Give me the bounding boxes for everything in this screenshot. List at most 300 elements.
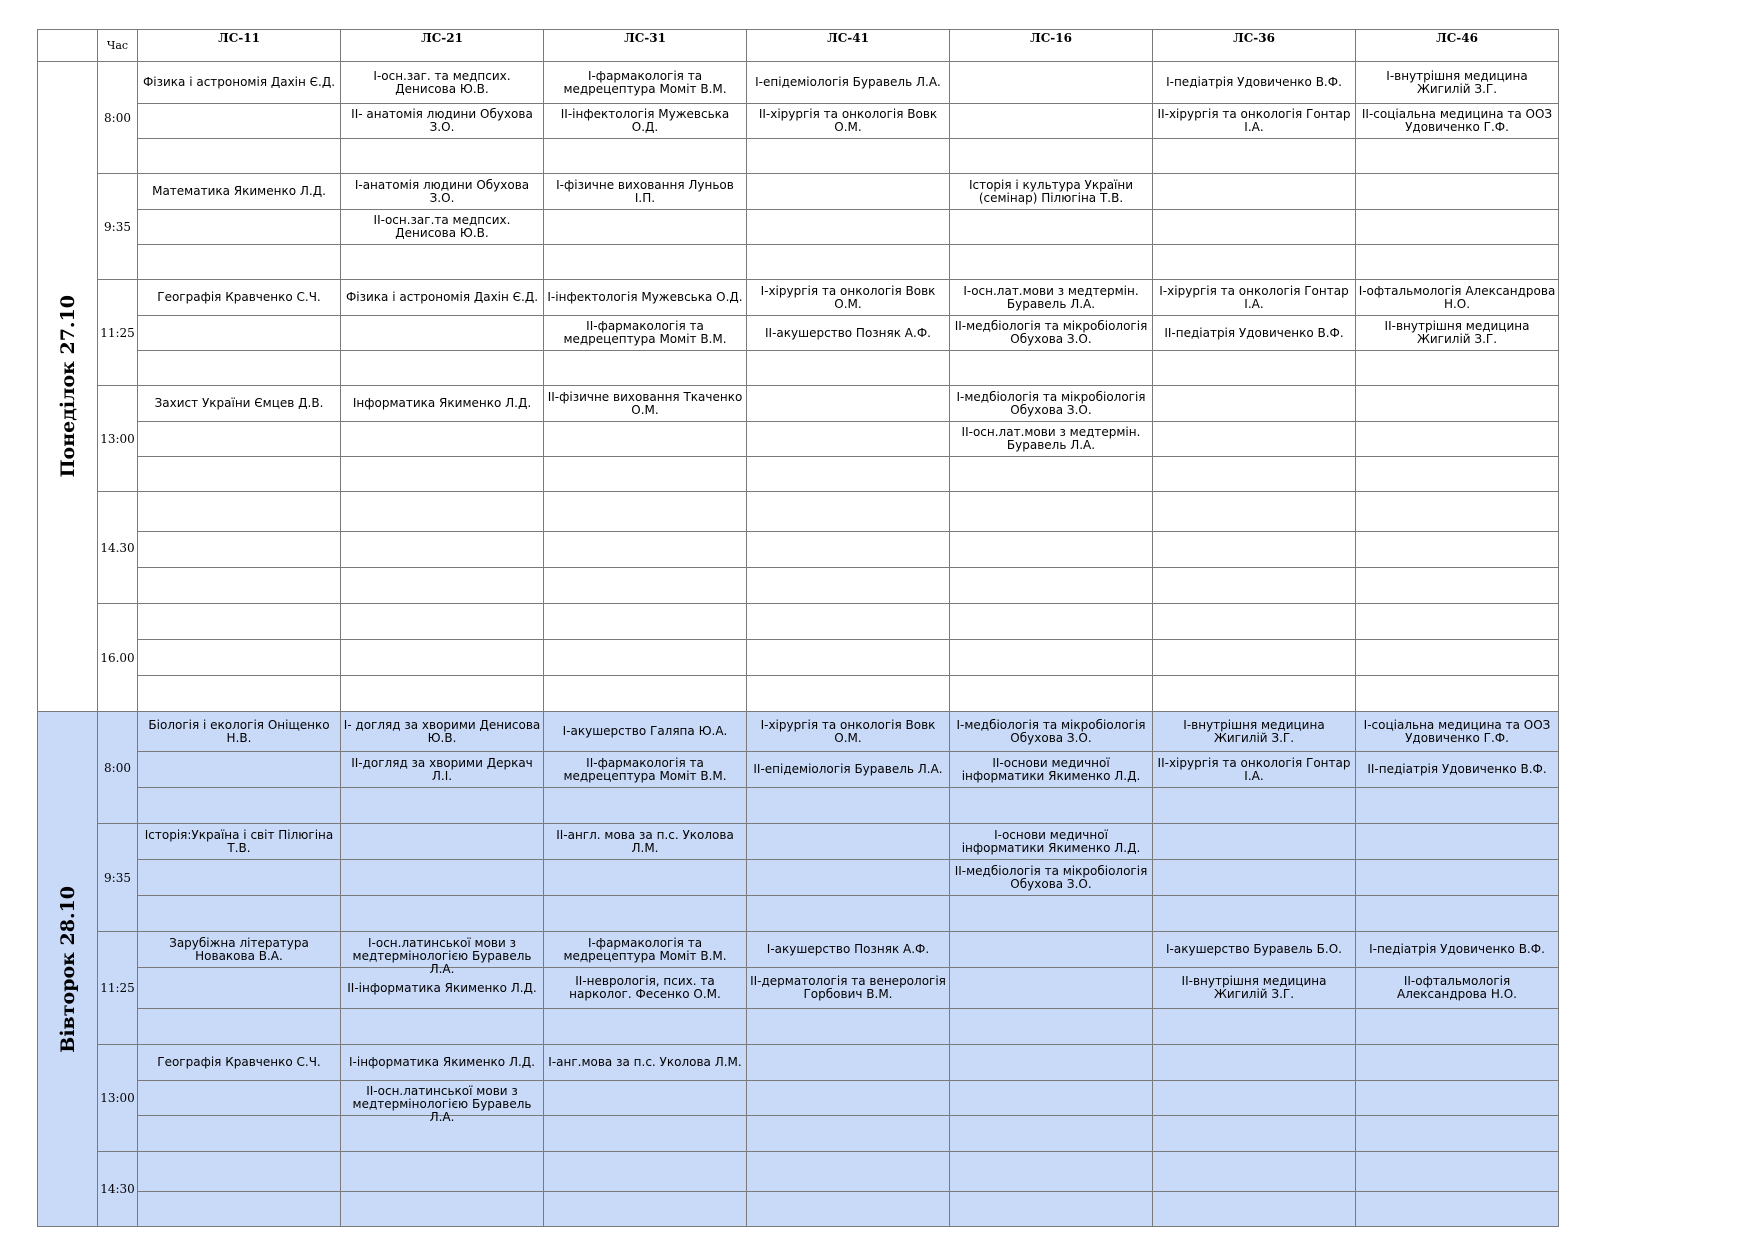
- class-text: I-внутрішня медицина Жигилій З.Г.: [1183, 717, 1325, 745]
- class-cell: [950, 788, 1153, 824]
- class-text: Історія:Україна і світ Пілюгіна Т.В.: [144, 827, 334, 855]
- table-row: [38, 1192, 1559, 1227]
- time-slot: 8:00: [98, 62, 138, 174]
- class-cell: [747, 174, 950, 210]
- class-cell: [341, 245, 544, 280]
- class-cell: [747, 210, 950, 245]
- class-cell: [1153, 174, 1356, 210]
- class-text: I-фармакологія та медрецептура Моміт В.М.: [563, 935, 727, 963]
- class-cell: [544, 752, 747, 788]
- class-cell: [341, 676, 544, 712]
- class-cell: [138, 1045, 341, 1081]
- class-cell: [1153, 1045, 1356, 1081]
- class-cell: [747, 824, 950, 860]
- class-cell: [1356, 1081, 1559, 1116]
- table-row: [38, 1009, 1559, 1045]
- corner-cell: [38, 30, 98, 62]
- class-cell: [138, 139, 341, 174]
- class-text: I-акушерство Буравель Б.О.: [1166, 942, 1342, 956]
- class-cell: [1356, 1116, 1559, 1152]
- class-cell: [1153, 457, 1356, 492]
- class-cell: [747, 316, 950, 351]
- class-cell: [544, 139, 747, 174]
- time-slot: 9:35: [98, 824, 138, 932]
- class-cell: [544, 712, 747, 752]
- day-label: Понеділок 27.10: [56, 295, 79, 478]
- group-header: ЛС-21: [341, 30, 544, 62]
- class-cell: [1153, 280, 1356, 316]
- class-cell: [950, 422, 1153, 457]
- class-cell: [1153, 1009, 1356, 1045]
- table-row: [38, 640, 1559, 676]
- class-cell: [1153, 1152, 1356, 1192]
- table-row: [38, 968, 1559, 1009]
- class-cell: [950, 532, 1153, 568]
- class-text: I-медбіологія та мікробіологія Обухова З.О.: [956, 389, 1146, 417]
- time-slot: 11:25: [98, 280, 138, 386]
- class-cell: [544, 1152, 747, 1192]
- class-cell: [138, 386, 341, 422]
- class-cell: [747, 457, 950, 492]
- class-cell: [1356, 104, 1559, 139]
- class-cell: [1356, 824, 1559, 860]
- table-row: [38, 604, 1559, 640]
- class-cell: [950, 932, 1153, 968]
- class-cell: [138, 824, 341, 860]
- class-cell: [138, 422, 341, 457]
- class-cell: [1153, 568, 1356, 604]
- class-text: II-інфектологія Мужевська О.Д.: [560, 107, 730, 134]
- class-cell: [138, 568, 341, 604]
- class-cell: [1356, 210, 1559, 245]
- class-cell: [1356, 788, 1559, 824]
- class-cell: [747, 788, 950, 824]
- class-cell: [341, 1009, 544, 1045]
- class-cell: [544, 1045, 747, 1081]
- class-cell: [1356, 386, 1559, 422]
- class-cell: [747, 568, 950, 604]
- class-cell: [544, 210, 747, 245]
- time-slot: 11:25: [98, 932, 138, 1045]
- class-cell: [950, 457, 1153, 492]
- class-cell: [950, 568, 1153, 604]
- class-cell: [1153, 386, 1356, 422]
- class-cell: [138, 1116, 341, 1152]
- time-slot: 8:00: [98, 712, 138, 824]
- class-text: II-педіатрія Удовиченко В.Ф.: [1164, 325, 1344, 340]
- class-text: I-внутрішня медицина Жигилій З.Г.: [1386, 68, 1528, 96]
- class-cell: [747, 676, 950, 712]
- class-cell: [1356, 1192, 1559, 1227]
- group-header: ЛС-16: [950, 30, 1153, 62]
- class-text: II-медбіологія та мікробіологія Обухова З.О.: [954, 319, 1148, 346]
- class-cell: [1153, 896, 1356, 932]
- class-cell: [544, 174, 747, 210]
- class-cell: [544, 1116, 747, 1152]
- class-cell: [341, 104, 544, 139]
- class-cell: [950, 1152, 1153, 1192]
- class-text: I-інформатика Якименко Л.Д.: [349, 1055, 535, 1069]
- class-cell: [950, 210, 1153, 245]
- class-cell: [747, 1081, 950, 1116]
- class-cell: [747, 280, 950, 316]
- class-cell: [747, 351, 950, 386]
- class-cell: [544, 568, 747, 604]
- class-cell: [950, 139, 1153, 174]
- class-cell: [747, 752, 950, 788]
- class-cell: [747, 604, 950, 640]
- class-text: Історія і культура України (семінар) Пілюгіна Т.В.: [968, 177, 1134, 205]
- class-cell: [950, 104, 1153, 139]
- class-cell: [747, 1009, 950, 1045]
- class-cell: [950, 245, 1153, 280]
- class-cell: [1356, 245, 1559, 280]
- class-cell: [544, 640, 747, 676]
- class-cell: [1356, 422, 1559, 457]
- class-text: I-акушерство Позняк А.Ф.: [766, 942, 930, 956]
- class-cell: [341, 640, 544, 676]
- class-text: I- догляд за хворими Денисова Ю.В.: [343, 717, 541, 745]
- class-text: Інформатика Якименко Л.Д.: [352, 396, 532, 410]
- class-text: II-інформатика Якименко Л.Д.: [347, 980, 537, 995]
- header-row: [38, 30, 1559, 62]
- class-text: II-медбіологія та мікробіологія Обухова З.О.: [954, 863, 1148, 891]
- class-text: II-догляд за хворими Деркач Л.I.: [351, 755, 533, 783]
- class-text: II-хірургія та онкологія Вовк О.М.: [758, 107, 938, 134]
- class-cell: [544, 604, 747, 640]
- table-row: [38, 174, 1559, 210]
- class-cell: [341, 788, 544, 824]
- class-cell: [138, 174, 341, 210]
- table-row: [38, 824, 1559, 860]
- day-label: Вівторок 28.10: [56, 885, 79, 1053]
- hour-column-header: Час: [98, 30, 138, 62]
- class-cell: [747, 1116, 950, 1152]
- class-text: Фізика і астрономія Дахін Є.Д.: [345, 290, 539, 304]
- class-cell: [747, 386, 950, 422]
- class-cell: [341, 896, 544, 932]
- class-cell: [1356, 280, 1559, 316]
- class-cell: [138, 604, 341, 640]
- class-cell: [341, 752, 544, 788]
- class-cell: [1153, 492, 1356, 532]
- class-cell: [747, 422, 950, 457]
- class-text: I-хірургія та онкологія Вовк О.М.: [760, 283, 936, 311]
- class-cell: [1153, 752, 1356, 788]
- class-cell: [1356, 174, 1559, 210]
- class-text: II-осн.лат.мови з медтермін. Буравель Л.А.: [961, 425, 1141, 452]
- class-text: Зарубіжна література Новакова В.А.: [169, 935, 309, 963]
- class-cell: [341, 210, 544, 245]
- table-row: [38, 457, 1559, 492]
- class-text: II-офтальмологія Александрова Н.О.: [1397, 974, 1517, 1001]
- class-cell: [138, 1081, 341, 1116]
- class-text: I-акушерство Галяпа Ю.А.: [562, 724, 728, 738]
- class-cell: [1356, 640, 1559, 676]
- class-cell: [544, 1081, 747, 1116]
- class-cell: [544, 1009, 747, 1045]
- class-cell: [747, 640, 950, 676]
- class-text: Захист України Ємцев Д.В.: [154, 396, 324, 410]
- table-row: [38, 280, 1559, 316]
- table-row: [38, 492, 1559, 532]
- class-cell: [950, 1192, 1153, 1227]
- class-cell: [544, 104, 747, 139]
- class-cell: [1356, 1152, 1559, 1192]
- class-cell: [747, 492, 950, 532]
- class-cell: [1356, 457, 1559, 492]
- class-cell: [747, 1192, 950, 1227]
- table-row: [38, 788, 1559, 824]
- class-cell: [747, 62, 950, 104]
- class-cell: [544, 316, 747, 351]
- class-text: Фізика і астрономія Дахін Є.Д.: [142, 75, 336, 89]
- class-cell: [950, 676, 1153, 712]
- class-cell: [950, 1081, 1153, 1116]
- class-text: I-педіатрія Удовиченко В.Ф.: [1369, 942, 1545, 956]
- class-cell: [544, 351, 747, 386]
- group-header: ЛС-31: [544, 30, 747, 62]
- class-cell: [950, 640, 1153, 676]
- class-cell: [950, 62, 1153, 104]
- class-cell: [341, 457, 544, 492]
- class-cell: [1356, 604, 1559, 640]
- class-cell: [544, 788, 747, 824]
- class-cell: [341, 62, 544, 104]
- class-text: II-осн.заг.та медпсих. Денисова Ю.В.: [373, 213, 511, 240]
- class-cell: [1153, 210, 1356, 245]
- class-cell: [341, 316, 544, 351]
- class-cell: [138, 788, 341, 824]
- class-cell: [950, 174, 1153, 210]
- class-cell: [950, 316, 1153, 351]
- class-text: II-основи медичної інформатики Якименко Л.Д.: [961, 755, 1141, 783]
- class-cell: [138, 245, 341, 280]
- class-cell: [138, 712, 341, 752]
- table-row: [38, 860, 1559, 896]
- class-cell: [1356, 968, 1559, 1009]
- class-cell: [138, 492, 341, 532]
- time-slot: 13:00: [98, 386, 138, 492]
- table-row: [38, 316, 1559, 351]
- class-cell: [138, 860, 341, 896]
- class-cell: [341, 860, 544, 896]
- table-row: [38, 62, 1559, 104]
- class-cell: [747, 968, 950, 1009]
- class-cell: [544, 532, 747, 568]
- group-header: ЛС-36: [1153, 30, 1356, 62]
- class-cell: [544, 492, 747, 532]
- table-row: [38, 532, 1559, 568]
- table-row: [38, 1116, 1559, 1152]
- class-text: Географія Кравченко С.Ч.: [157, 290, 321, 304]
- class-cell: [950, 1009, 1153, 1045]
- class-cell: [138, 280, 341, 316]
- class-text: I-фармакологія та медрецептура Моміт В.М.: [563, 68, 727, 96]
- class-cell: [1153, 316, 1356, 351]
- class-cell: [747, 532, 950, 568]
- day-label-cell: [38, 62, 98, 712]
- class-text: I-анатомія людини Обухова З.О.: [354, 177, 530, 205]
- table-row: [38, 104, 1559, 139]
- class-cell: [544, 676, 747, 712]
- class-cell: [138, 351, 341, 386]
- class-cell: [950, 712, 1153, 752]
- time-slot: 16.00: [98, 604, 138, 712]
- class-cell: [747, 104, 950, 139]
- class-cell: [1356, 1045, 1559, 1081]
- class-cell: [950, 492, 1153, 532]
- class-cell: [138, 752, 341, 788]
- class-cell: [1153, 676, 1356, 712]
- class-cell: [1153, 640, 1356, 676]
- class-cell: [138, 932, 341, 968]
- class-cell: [1153, 932, 1356, 968]
- class-text: II- анатомія людини Обухова З.О.: [351, 107, 533, 134]
- class-text: I-фізичне виховання Луньов I.П.: [556, 177, 734, 205]
- class-cell: [1356, 676, 1559, 712]
- class-cell: [1356, 752, 1559, 788]
- class-cell: [544, 860, 747, 896]
- class-text: II-фармакологія та медрецептура Моміт В.М.: [563, 319, 727, 346]
- class-cell: [544, 280, 747, 316]
- class-cell: [950, 1045, 1153, 1081]
- table-row: [38, 139, 1559, 174]
- class-text: I-осн.лат.мови з медтермін. Буравель Л.А.: [963, 283, 1139, 311]
- class-text: Математика Якименко Л.Д.: [152, 184, 326, 198]
- table-row: [38, 1152, 1559, 1192]
- class-cell: [1153, 712, 1356, 752]
- class-text: II-фізичне виховання Ткаченко О.М.: [547, 389, 743, 417]
- class-cell: [544, 1192, 747, 1227]
- day-label-cell: [38, 712, 98, 1227]
- class-cell: [1153, 968, 1356, 1009]
- class-cell: [544, 824, 747, 860]
- class-text: II-англ. мова за п.с. Уколова Л.М.: [556, 827, 734, 855]
- class-cell: [1356, 62, 1559, 104]
- class-cell: [1153, 824, 1356, 860]
- class-cell: [138, 640, 341, 676]
- class-cell: [950, 386, 1153, 422]
- class-text: II-осн.латинської мови з медтермінологією Буравель Л.А.: [352, 1084, 532, 1124]
- class-cell: [747, 860, 950, 896]
- table-row: [38, 932, 1559, 968]
- class-cell: [341, 824, 544, 860]
- class-cell: [1356, 316, 1559, 351]
- class-cell: [1356, 860, 1559, 896]
- schedule-table: [37, 29, 1559, 1227]
- class-cell: [138, 968, 341, 1009]
- class-cell: [341, 1152, 544, 1192]
- group-header: ЛС-41: [747, 30, 950, 62]
- class-cell: [747, 139, 950, 174]
- table-row: [38, 1045, 1559, 1081]
- class-cell: [1356, 1009, 1559, 1045]
- table-row: [38, 896, 1559, 932]
- class-text: Біологія і екологія Оніщенко Н.В.: [148, 717, 330, 745]
- group-header: ЛС-46: [1356, 30, 1559, 62]
- class-text: I-хірургія та онкологія Гонтар I.А.: [1159, 283, 1349, 311]
- class-text: II-акушерство Позняк А.Ф.: [765, 325, 931, 340]
- time-slot: 9:35: [98, 174, 138, 280]
- class-cell: [544, 422, 747, 457]
- class-text: I-основи медичної інформатики Якименко Л.Д.: [961, 827, 1141, 855]
- class-text: II-внутрішня медицина Жигилій З.Г.: [1384, 319, 1530, 346]
- class-text: II-хірургія та онкологія Гонтар I.А.: [1157, 107, 1351, 134]
- class-cell: [138, 210, 341, 245]
- class-cell: [1153, 1116, 1356, 1152]
- class-cell: [1356, 139, 1559, 174]
- class-cell: [341, 422, 544, 457]
- class-text: I-хірургія та онкологія Вовк О.М.: [760, 717, 936, 745]
- class-cell: [1153, 532, 1356, 568]
- class-cell: [747, 1152, 950, 1192]
- table-row: [38, 351, 1559, 386]
- class-cell: [1356, 932, 1559, 968]
- class-cell: [1153, 62, 1356, 104]
- time-slot: 14:30: [98, 1152, 138, 1227]
- class-cell: [1153, 139, 1356, 174]
- class-cell: [341, 492, 544, 532]
- class-cell: [747, 896, 950, 932]
- class-text: I-анг.мова за п.с. Уколова Л.М.: [548, 1055, 742, 1069]
- table-row: [38, 245, 1559, 280]
- class-cell: [341, 351, 544, 386]
- class-cell: [138, 62, 341, 104]
- class-text: II-педіатрія Удовиченко В.Ф.: [1367, 762, 1547, 776]
- class-text: II-епідеміологія Буравель Л.А.: [753, 762, 943, 776]
- time-slot: 14.30: [98, 492, 138, 604]
- class-cell: [138, 457, 341, 492]
- class-cell: [341, 280, 544, 316]
- class-cell: [1356, 532, 1559, 568]
- class-cell: [544, 62, 747, 104]
- class-cell: [1356, 896, 1559, 932]
- class-text: I-медбіологія та мікробіологія Обухова З.О.: [956, 717, 1146, 745]
- class-cell: [341, 532, 544, 568]
- table-row: [38, 752, 1559, 788]
- class-text: I-осн.латинської мови з медтермінологією Буравель Л.А.: [352, 935, 532, 976]
- class-cell: [950, 968, 1153, 1009]
- class-cell: [747, 712, 950, 752]
- class-cell: [544, 896, 747, 932]
- class-cell: [950, 896, 1153, 932]
- class-cell: [1356, 492, 1559, 532]
- class-cell: [341, 386, 544, 422]
- class-cell: [1153, 422, 1356, 457]
- group-header: ЛС-11: [138, 30, 341, 62]
- class-cell: [1356, 568, 1559, 604]
- class-text: I-офтальмологія Александрова Н.О.: [1358, 283, 1556, 311]
- class-cell: [544, 968, 747, 1009]
- class-cell: [138, 1192, 341, 1227]
- class-cell: [1153, 788, 1356, 824]
- table-row: [38, 386, 1559, 422]
- class-cell: [138, 896, 341, 932]
- table-row: [38, 422, 1559, 457]
- class-cell: [1356, 712, 1559, 752]
- class-cell: [138, 316, 341, 351]
- class-text: I-педіатрія Удовиченко В.Ф.: [1166, 75, 1342, 89]
- class-cell: [950, 752, 1153, 788]
- class-cell: [1153, 860, 1356, 896]
- class-text: II-внутрішня медицина Жигилій З.Г.: [1181, 974, 1327, 1001]
- class-text: II-соціальна медицина та ООЗ Удовиченко Г.Ф.: [1361, 107, 1553, 134]
- class-cell: [341, 1081, 544, 1124]
- class-cell: [341, 604, 544, 640]
- class-cell: [950, 824, 1153, 860]
- class-text: II-хірургія та онкологія Гонтар I.А.: [1157, 755, 1351, 783]
